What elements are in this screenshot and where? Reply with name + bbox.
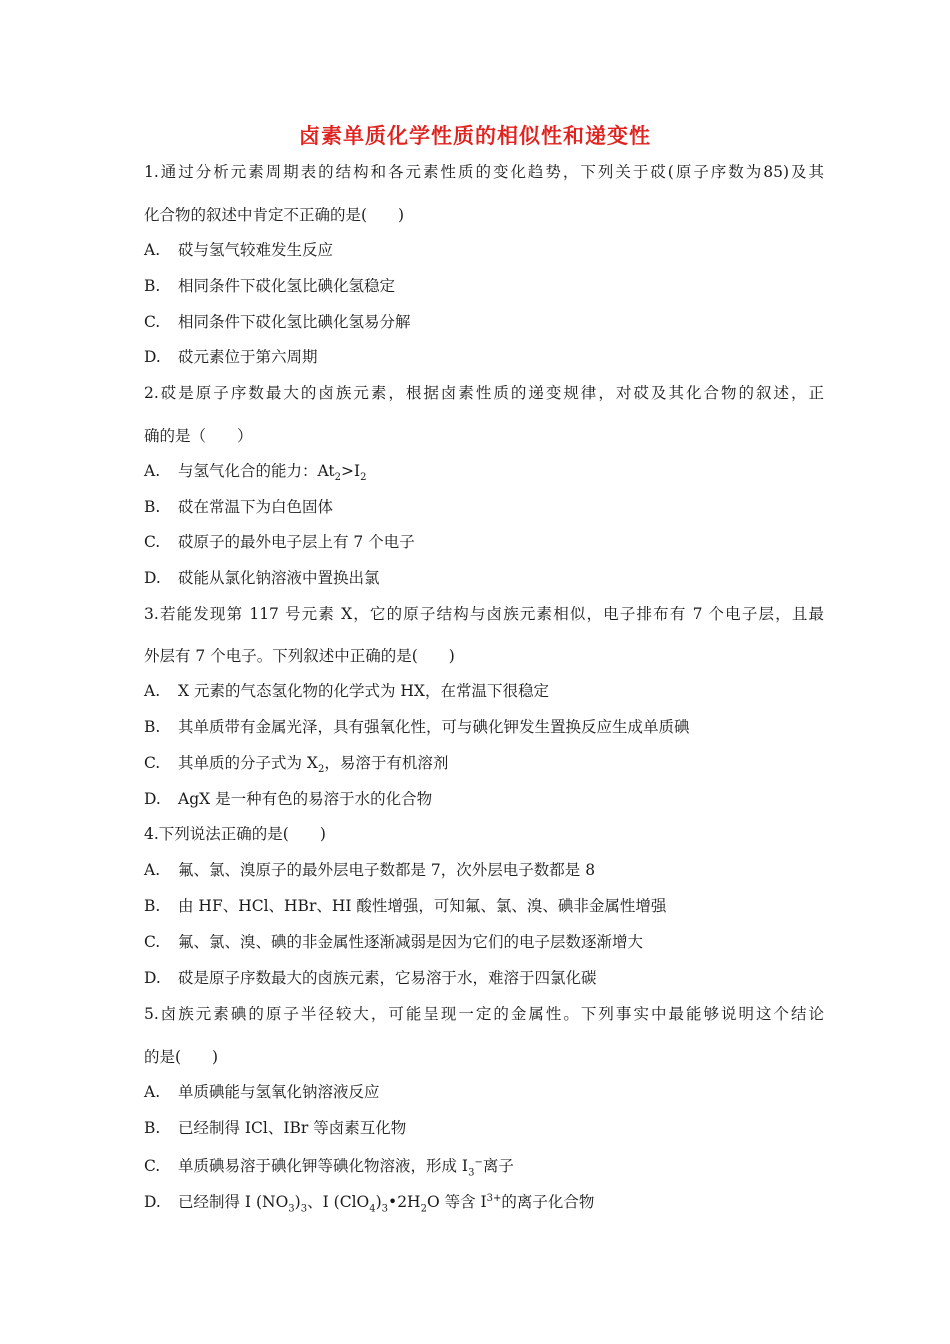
option-text: 其单质的分子式为 X bbox=[178, 754, 318, 772]
option-letter: A. bbox=[144, 861, 161, 879]
option-text: 氟、氯、溴原子的最外层电子数都是 7，次外层电子数都是 8 bbox=[178, 861, 596, 879]
subscript: 2 bbox=[360, 472, 367, 484]
option-text: AgX 是一种有色的易溶于水的化合物 bbox=[178, 790, 433, 808]
option-letter: A. bbox=[144, 462, 161, 480]
option-text: •2H bbox=[388, 1193, 421, 1212]
question-2-option-a bbox=[144, 460, 367, 489]
option-text: 已经制得 I (NO bbox=[178, 1193, 289, 1212]
question-5-option-c bbox=[144, 1152, 514, 1184]
option-letter: D. bbox=[144, 969, 161, 987]
option-text: 砹元素位于第六周期 bbox=[178, 348, 318, 366]
option-text: ) bbox=[375, 1193, 382, 1212]
option-text: 离子 bbox=[482, 1157, 514, 1176]
question-3-stem-line-1: 3.若能发现第 117 号元素 X，它的原子结构与卤族元素相似，电子排布有 7 个电子层，且最 bbox=[144, 605, 824, 623]
question-2-option-b bbox=[144, 496, 333, 518]
superscript: 3+ bbox=[486, 1193, 502, 1204]
question-4-option-a bbox=[144, 859, 595, 881]
option-text: 相同条件下砹化氢比碘化氢稳定 bbox=[178, 277, 396, 295]
subscript: 3 bbox=[381, 1203, 389, 1215]
option-text: 其单质带有金属光泽，具有强氧化性，可与碘化钾发生置换反应生成单质碘 bbox=[178, 718, 690, 736]
question-1-option-b bbox=[144, 275, 395, 297]
option-letter: C. bbox=[144, 1157, 161, 1176]
option-text: O 等含 I bbox=[426, 1193, 487, 1212]
question-1-option-d bbox=[144, 346, 318, 368]
question-3-option-a bbox=[144, 680, 549, 702]
option-letter: D. bbox=[144, 348, 161, 366]
subscript: 3 bbox=[288, 1203, 295, 1215]
option-text: 单质碘能与氢氧化钠溶液反应 bbox=[178, 1083, 380, 1101]
option-text: 由 HF、HCl、HBr、HI 酸性增强，可知氟、氯、溴、碘非金属性增强 bbox=[178, 897, 667, 915]
subscript: 3 bbox=[300, 1203, 308, 1215]
option-text: 砹与氢气较难发生反应 bbox=[178, 241, 334, 259]
option-letter: D. bbox=[144, 1193, 161, 1212]
question-2-stem-line-1: 2.砹是原子序数最大的卤族元素，根据卤素性质的递变规律，对砹及其化合物的叙述，正 bbox=[144, 384, 824, 402]
option-letter: B. bbox=[144, 1119, 161, 1137]
question-3-option-b bbox=[144, 716, 690, 738]
question-5-option-a bbox=[144, 1081, 380, 1103]
option-letter: B. bbox=[144, 498, 161, 516]
option-text: 砹在常温下为白色固体 bbox=[178, 498, 334, 516]
question-4-option-d bbox=[144, 967, 597, 989]
option-text: 的离子化合物 bbox=[501, 1193, 595, 1212]
option-text: 单质碘易溶于碘化钾等碘化物溶液，形成 I bbox=[178, 1157, 469, 1176]
option-text: 砹原子的最外电子层上有 7 个电子 bbox=[178, 533, 415, 551]
subscript: 2 bbox=[420, 1203, 427, 1215]
subscript: 2 bbox=[317, 764, 325, 776]
option-letter: C. bbox=[144, 313, 161, 331]
page-title: 卤素单质化学性质的相似性和递变性 bbox=[299, 124, 651, 148]
question-1-stem-line-1: 1.通过分析元素周期表的结构和各元素性质的变化趋势，下列关于砹(原子序数为85)及其 bbox=[144, 163, 824, 181]
question-4-option-c bbox=[144, 931, 643, 953]
option-letter: B. bbox=[144, 718, 161, 736]
option-letter: C. bbox=[144, 933, 161, 951]
option-text: 已经制得 ICl、IBr 等卤素互化物 bbox=[178, 1119, 407, 1137]
question-1-option-c bbox=[144, 311, 411, 333]
question-2-option-d bbox=[144, 567, 380, 589]
option-text: X 元素的气态氢化物的化学式为 HX，在常温下很稳定 bbox=[178, 682, 549, 700]
option-text: >I bbox=[341, 462, 361, 480]
subscript: 3 bbox=[468, 1167, 475, 1179]
option-text: ) bbox=[294, 1193, 301, 1212]
option-text: 砹能从氯化钠溶液中置换出氯 bbox=[178, 569, 380, 587]
question-1-stem-line-2: 化合物的叙述中肯定不正确的是( ) bbox=[144, 206, 405, 224]
question-5-option-d bbox=[144, 1188, 594, 1220]
subscript: 4 bbox=[369, 1203, 376, 1215]
question-5-option-b bbox=[144, 1117, 406, 1139]
option-text: 砹是原子序数最大的卤族元素，它易溶于水，难溶于四氯化碳 bbox=[178, 969, 597, 987]
question-4-stem-line-1: 4.下列说法正确的是( ) bbox=[144, 825, 326, 843]
option-letter: A. bbox=[144, 1083, 161, 1101]
question-5-stem-line-2: 的是( ) bbox=[144, 1048, 219, 1066]
superscript: − bbox=[474, 1157, 483, 1168]
option-letter: D. bbox=[144, 569, 161, 587]
option-letter: C. bbox=[144, 754, 161, 772]
option-text: 相同条件下砹化氢比碘化氢易分解 bbox=[178, 313, 411, 331]
subscript: 2 bbox=[334, 472, 342, 484]
question-2-stem-line-2: 确的是（ ） bbox=[144, 427, 253, 445]
option-text: ，易溶于有机溶剂 bbox=[324, 754, 449, 772]
question-4-option-b bbox=[144, 895, 666, 917]
option-letter: B. bbox=[144, 277, 161, 295]
option-letter: B. bbox=[144, 897, 161, 915]
question-3-option-c bbox=[144, 752, 448, 781]
option-letter: C. bbox=[144, 533, 161, 551]
question-3-option-d bbox=[144, 788, 432, 810]
option-letter: A. bbox=[144, 682, 161, 700]
question-5-stem-line-1: 5.卤族元素碘的原子半径较大，可能呈现一定的金属性。下列事实中最能够说明这个结论 bbox=[144, 1005, 824, 1023]
option-letter: D. bbox=[144, 790, 161, 808]
option-letter: A. bbox=[144, 241, 161, 259]
option-text: 、I (ClO bbox=[307, 1193, 370, 1212]
question-3-stem-line-2: 外层有 7 个电子。下列叙述中正确的是( ) bbox=[144, 647, 455, 665]
question-2-option-c bbox=[144, 531, 415, 553]
option-text: 氟、氯、溴、碘的非金属性逐渐减弱是因为它们的电子层数逐渐增大 bbox=[178, 933, 644, 951]
option-text: 与氢气化合的能力：At bbox=[178, 462, 335, 480]
question-1-option-a bbox=[144, 239, 333, 261]
